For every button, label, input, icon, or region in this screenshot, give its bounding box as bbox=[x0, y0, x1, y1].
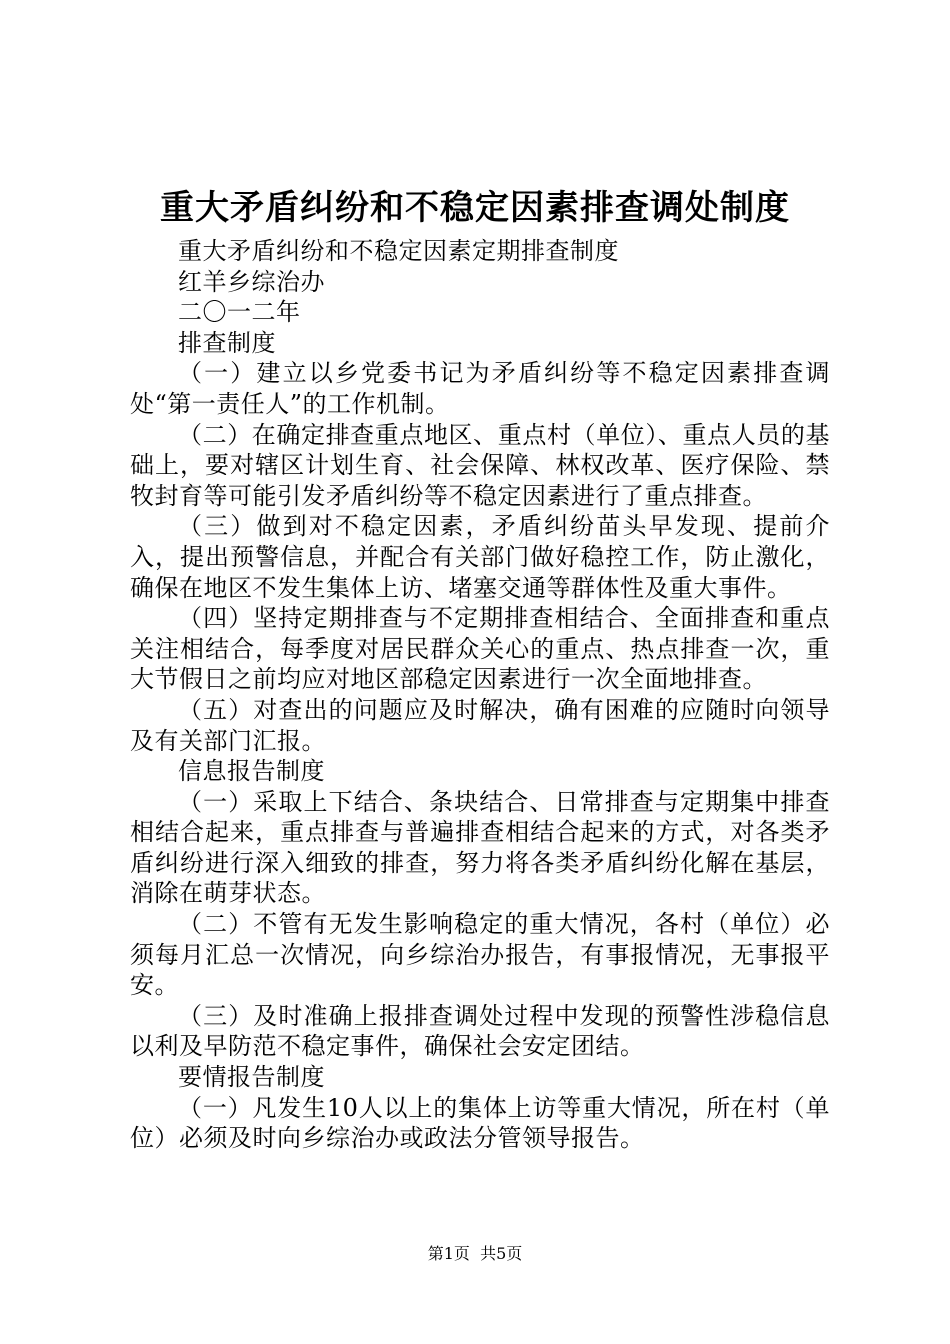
section-heading: 信息报告制度 bbox=[178, 757, 325, 786]
paragraph: （三）及时准确上报排查调处过程中发现的预警性涉稳信息以利及早防范不稳定事件，确保社会安定团结。 bbox=[130, 1001, 830, 1061]
issuer-line: 红羊乡综治办 bbox=[178, 267, 325, 296]
year-line: 二〇一二年 bbox=[178, 298, 301, 327]
page-number-footer: 第1页 共5页 bbox=[427, 1244, 523, 1263]
paragraph: （三）做到对不稳定因素，矛盾纠纷苗头早发现、提前介入，提出预警信息，并配合有关部门做好稳控工作，防止激化，确保在地区不发生集体上访、堵塞交通等群体性及重大事件。 bbox=[130, 512, 830, 602]
paragraph: （一）采取上下结合、条块结合、日常排查与定期集中排查相结合起来，重点排查与普遍排查相结合起来的方式，对各类矛盾纠纷进行深入细致的排查，努力将各类矛盾纠纷化解在基层，消除在萌芽状态。 bbox=[130, 787, 830, 908]
section-heading: 排查制度 bbox=[178, 328, 276, 357]
paragraph: （二）在确定排查重点地区、重点村（单位）、重点人员的基础上，要对辖区计划生育、社会保障、林权改革、医疗保险、禁牧封育等可能引发矛盾纠纷等不稳定因素进行了重点排查。 bbox=[130, 420, 830, 510]
paragraph: （一）凡发生10人以上的集体上访等重大情况，所在村（单位）必须及时向乡综治办或政法分管领导报告。 bbox=[130, 1093, 830, 1153]
subtitle-line: 重大矛盾纠纷和不稳定因素定期排查制度 bbox=[178, 237, 619, 265]
paragraph: （二）不管有无发生影响稳定的重大情况，各村（单位）必须每月汇总一次情况，向乡综治办报告，有事报情况，无事报平安。 bbox=[130, 910, 830, 1000]
paragraph: （四）坚持定期排查与不定期排查相结合、全面排查和重点关注相结合，每季度对居民群众关心的重点、热点排查一次，重大节假日之前均应对地区部稳定因素进行一次全面地排查。 bbox=[130, 604, 830, 694]
section-heading: 要情报告制度 bbox=[178, 1063, 325, 1092]
document-body bbox=[130, 236, 830, 1154]
document-title: 重大矛盾纠纷和不稳定因素排查调处制度 bbox=[160, 188, 790, 228]
paragraph: （五）对查出的问题应及时解决，确有困难的应随时向领导及有关部门汇报。 bbox=[130, 695, 830, 755]
paragraph: （一）建立以乡党委书记为矛盾纠纷等不稳定因素排查调处“第一责任人”的工作机制。 bbox=[130, 359, 830, 418]
